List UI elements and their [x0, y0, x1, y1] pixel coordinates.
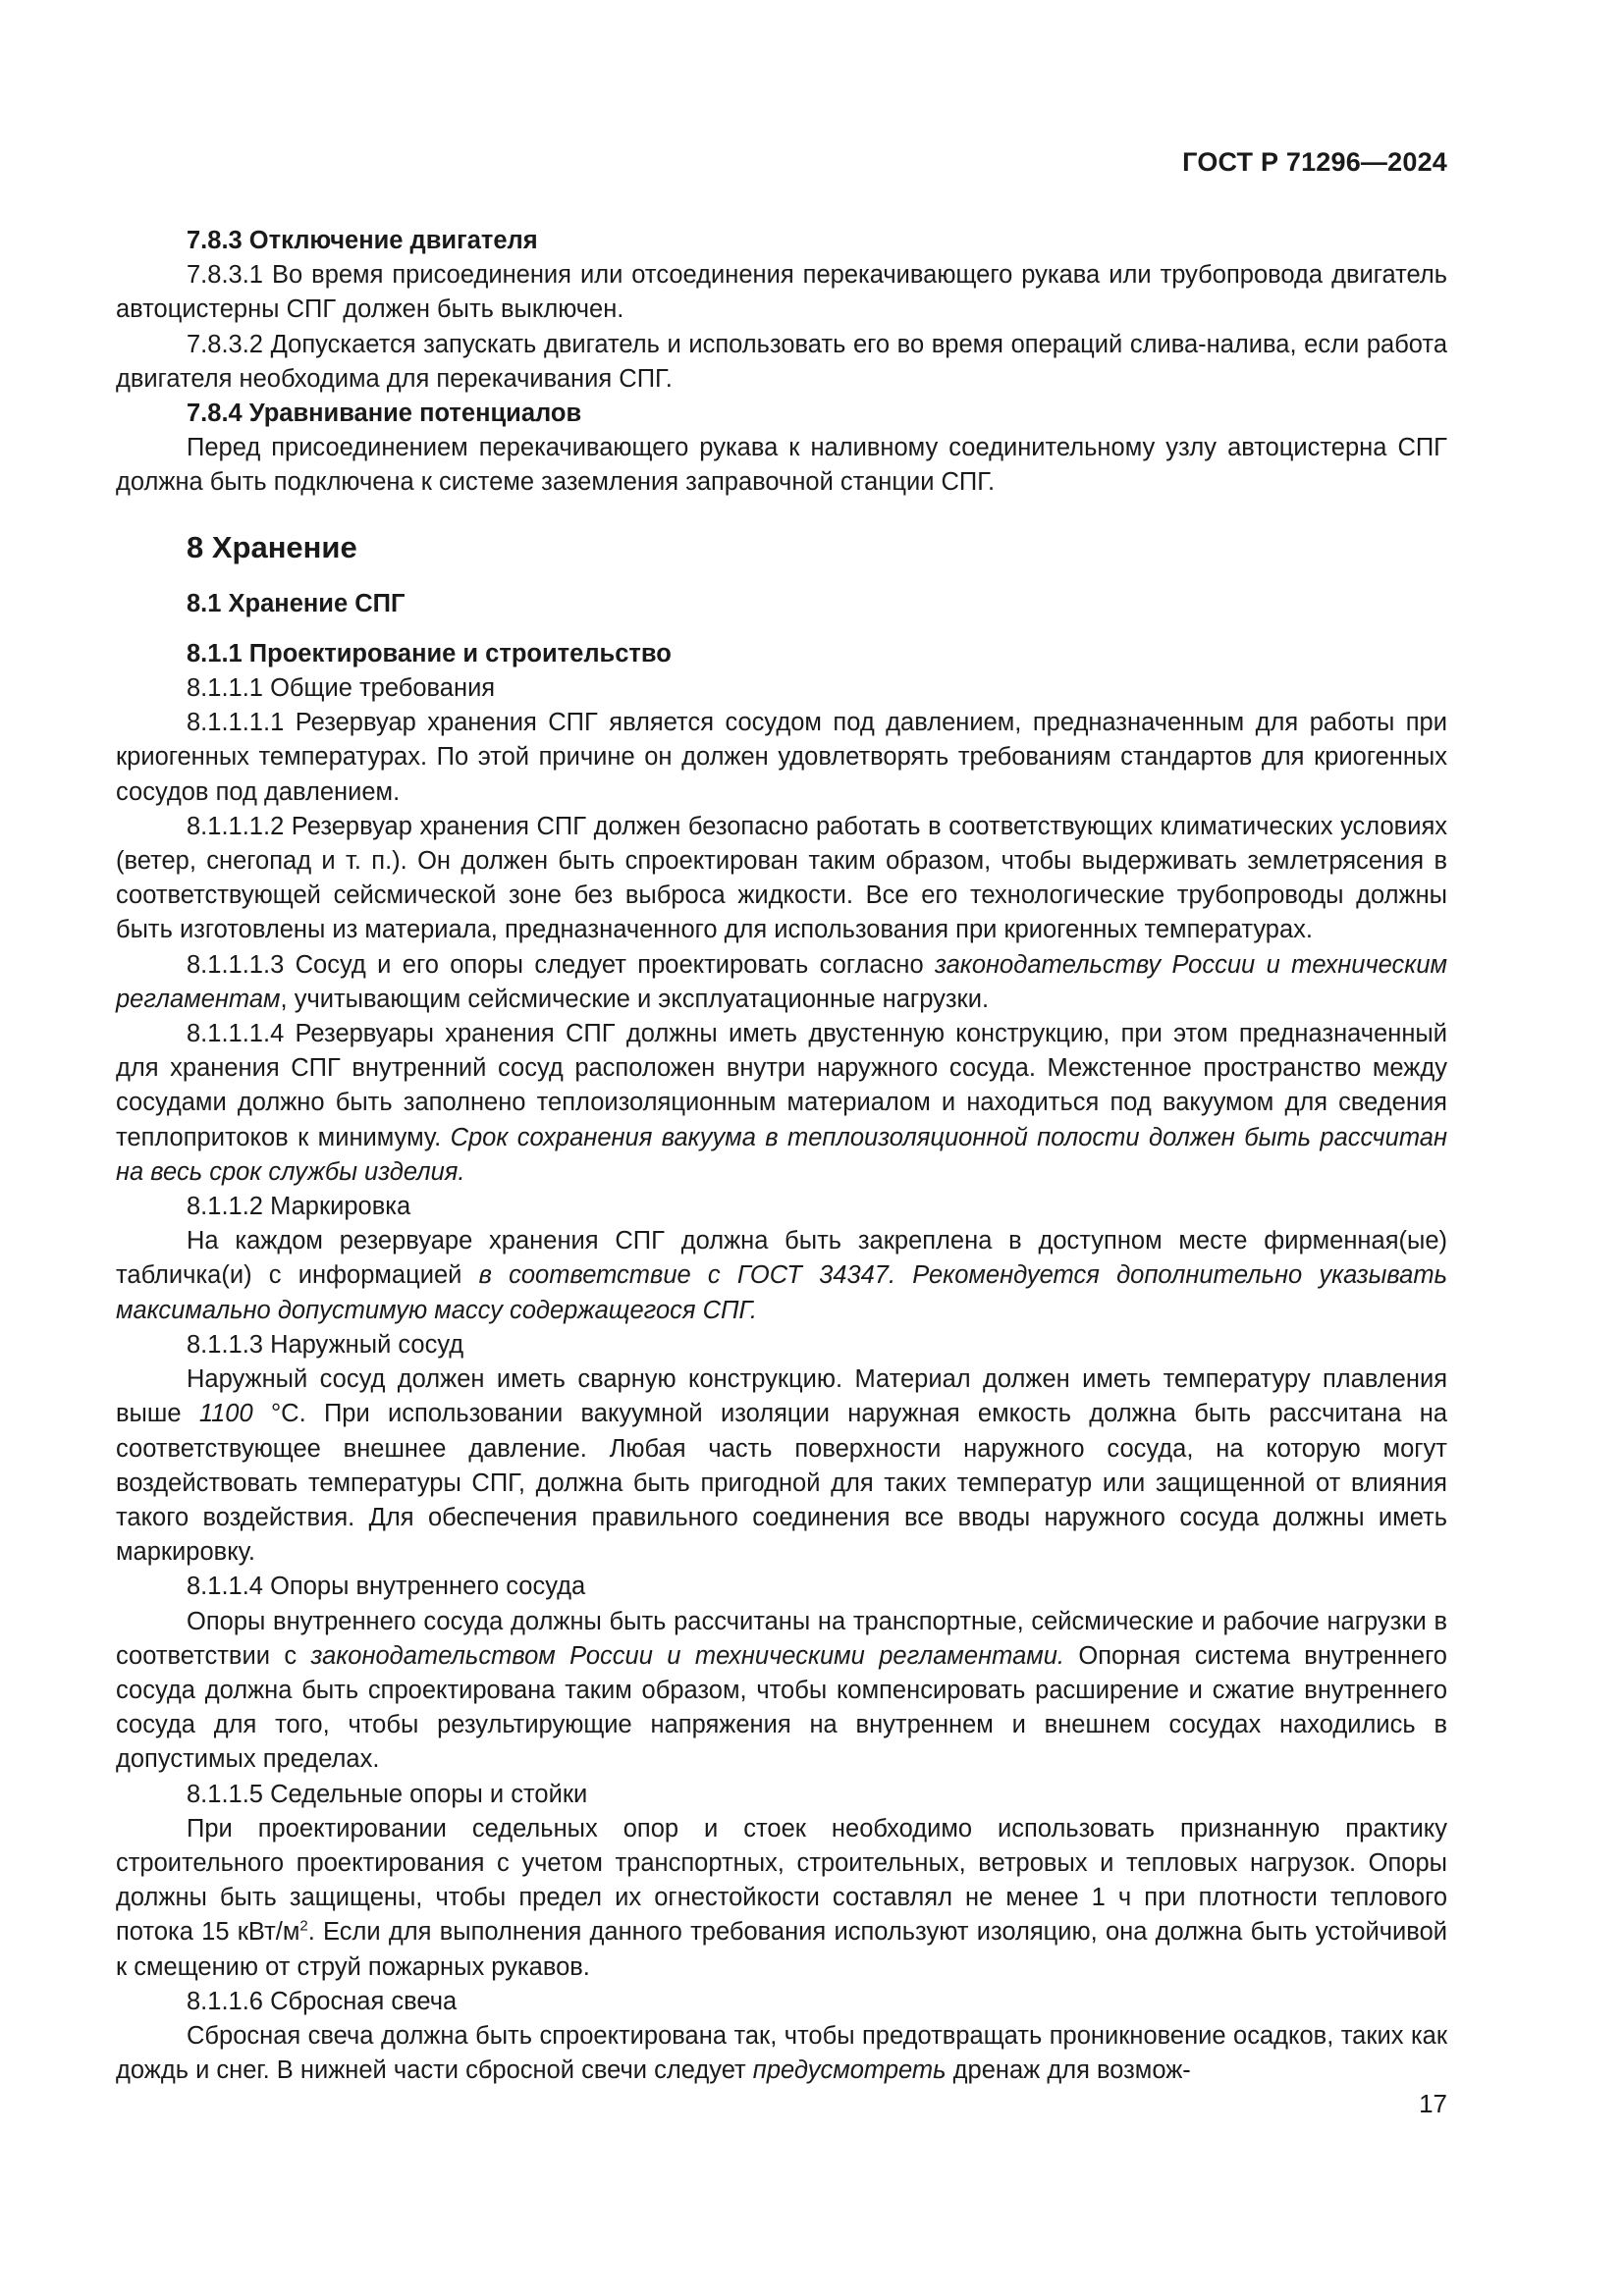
section-8-1-1-heading: 8.1.1 Проектирование и строительство: [187, 639, 672, 667]
section-8-1-1-6-heading: 8.1.1.6 Сбросная свеча: [187, 1987, 458, 2015]
section-8-1-1-5-heading: 8.1.1.5 Седельные опоры и стойки: [187, 1780, 588, 1808]
paragraph-8-1-1-3: Наружный сосуд должен иметь сварную конструкцию. Материал должен иметь температуру плавления выше 1100 °С. При использовании вакуумной изоляции наружная емкость должна быть рассчитана на соответствующее внешнее давление. Любая часть поверхности наружного сосуда, на которую могут воздействовать температуры СПГ, должна быть пригодной для таких температур или защищенной от влияния такого воздействия. Для обеспечения правильного соединения все вводы наружного сосуда должны иметь маркировку.: [116, 1365, 1448, 1567]
paragraph-7-8-3-1: 7.8.3.1 Во время присоединения или отсоединения перекачивающего рукава или трубопровода двигатель автоцистерны СПГ должен быть выключен.: [116, 261, 1447, 324]
standard-number: ГОСТ Р 71296—2024: [1182, 147, 1447, 177]
section-8-heading: 8 Хранение: [187, 529, 357, 564]
page-number: 17: [1419, 2089, 1447, 2118]
section-8-1-1-2-heading: 8.1.1.2 Маркировка: [187, 1193, 411, 1221]
section-7-8-4-heading: 7.8.4 Уравнивание потенциалов: [187, 400, 582, 428]
page-content: [116, 224, 1447, 2088]
section-8-1-heading: 8.1 Хранение СПГ: [187, 589, 406, 617]
section-8-1-1-1-heading: 8.1.1.1 Общие требования: [187, 674, 496, 703]
paragraph-7-8-3-2: 7.8.3.2 Допускается запускать двигатель и использовать его во время операций слива-налива, если работа двигателя необходима для перекачивания СПГ.: [116, 330, 1447, 393]
paragraph-8-1-1-6: Сбросная свеча должна быть спроектирована так, чтобы предотвращать проникновение осадков, таких как дождь и снег. В нижней части сбросной свечи следует предусмотреть дренаж для возмож-: [116, 2021, 1447, 2085]
paragraph-8-1-1-1-2: 8.1.1.1.2 Резервуар хранения СПГ должен безопасно работать в соответствующих климатических условиях (ветер, снегопад и т. п.). Он должен быть спроектирован таким образом, чтобы выдерживать землетрясения в соответствующей сейсмической зоне без выброса жидкости. Все его технологические трубопроводы должны быть изготовлены из материала, предназначенного для использования при криогенных температурах.: [116, 812, 1447, 944]
paragraph-8-1-1-2: На каждом резервуаре хранения СПГ должна быть закреплена в доступном месте фирменная(ые) табличка(и) с информацией в соответствие с ГОСТ 34347. Рекомендуется дополнительно указывать максимально допустимую массу содержащегося СПГ.: [116, 1227, 1448, 1324]
paragraph-8-1-1-1-4: 8.1.1.1.4 Резервуары хранения СПГ должны иметь двустенную конструкцию, при этом предназначенный для хранения СПГ внутренний сосуд расположен внутри наружного сосуда. Межстенное пространство между сосудами должно быть заполнено теплоизоляционным материалом и находиться под вакуумом для сведения теплопритоков к минимуму. Срок сохранения вакуума в теплоизоляционной полости должен быть рассчитан на весь срок службы изделия.: [116, 1020, 1447, 1186]
section-7-8-3-heading: 7.8.3 Отключение двигателя: [187, 227, 538, 254]
paragraph-7-8-4: Перед присоединением перекачивающего рукава к наливному соединительному узлу автоцистерна СПГ должна быть подключена к системе заземления заправочной станции СПГ.: [116, 434, 1447, 497]
paragraph-8-1-1-4: Опоры внутреннего сосуда должны быть рассчитаны на транспортные, сейсмические и рабочие нагрузки в соответствии с законодательством России и техническими регламентами. Опорная система внутреннего сосуда должна быть спроектирована таким образом, чтобы компенсировать расширение и сжатие внутреннего сосуда для того, чтобы результирующие напряжения на внутреннем и внешнем сосудах находились в допустимых пределах.: [116, 1607, 1447, 1774]
paragraph-8-1-1-5: При проектировании седельных опор и стоек необходимо использовать признанную практику строительного проектирования с учетом транспортных, строительных, ветровых и тепловых нагрузок. Опоры должны быть защищены, чтобы предел их огнестойкости составлял не менее 1 ч при плотности теплового потока 15 кВт/$м^2$. Если для выполнения данного требования используют изоляцию, она должна быть устойчивой к смещению от струй пожарных рукавов.: [116, 1814, 1447, 1981]
paragraph-8-1-1-1-3: 8.1.1.1.3 Сосуд и его опоры следует проектировать согласно законодательству России и техническим регламентам, учитывающим сейсмические и эксплуатационные нагрузки.: [116, 950, 1447, 1013]
section-8-1-1-3-heading: 8.1.1.3 Наружный сосуд: [187, 1330, 464, 1359]
paragraph-8-1-1-1-1: 8.1.1.1.1 Резервуар хранения СПГ является сосудом под давлением, предназначенным для работы при криогенных температурах. По этой причине он должен удовлетворять требованиям стандартов для криогенных сосудов под давлением.: [116, 709, 1447, 806]
section-8-1-1-4-heading: 8.1.1.4 Опоры внутреннего сосуда: [187, 1573, 586, 1601]
